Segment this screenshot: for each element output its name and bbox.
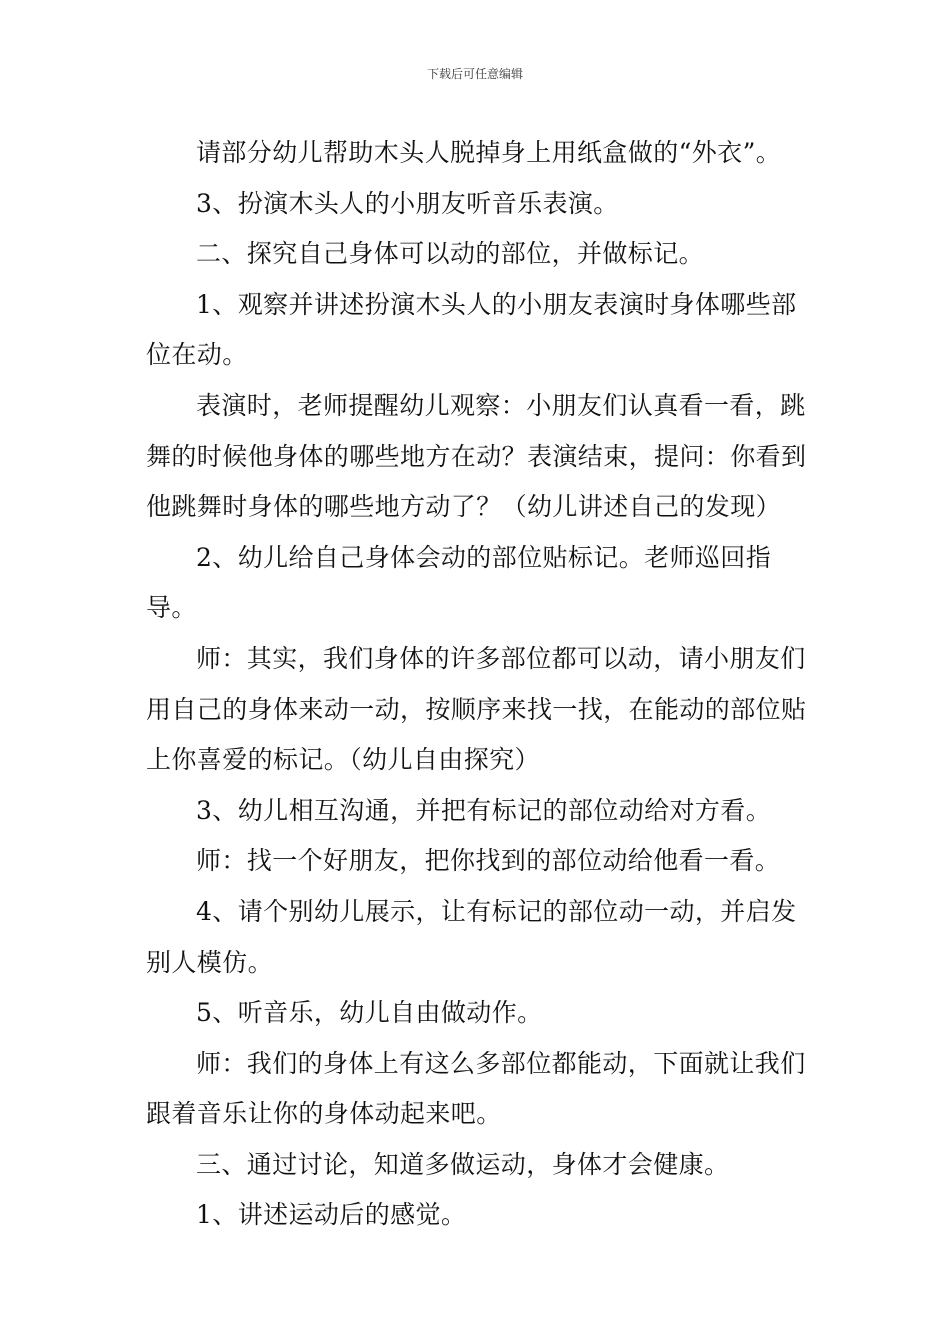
paragraph-2: 3、扮演木头人的小朋友听音乐表演。 [196,188,619,218]
paragraph-7: 师：其实，我们身体的许多部位都可以动，请小朋友们用自己的身体来动一动，按顺序来找一找，在能动的部位贴上你喜爱的标记。（幼儿自由探究） [146,643,807,775]
paragraph-14: 1、讲述运动后的感觉。 [196,1200,467,1230]
document-body [146,128,810,1241]
paragraph-4: 1、观察并讲述扮演木头人的小朋友表演时身体哪些部位在动。 [146,289,797,370]
paragraph-6: 2、幼儿给自己身体会动的部位贴标记。老师巡回指导。 [146,542,772,623]
paragraph-11: 5、听音乐，幼儿自由做动作。 [196,998,543,1028]
page-header-note: 下载后可任意编辑 [426,67,523,81]
paragraph-12: 师：我们的身体上有这么多部位都能动，下面就让我们跟着音乐让你的身体动起来吧。 [146,1048,806,1129]
paragraph-8: 3、幼儿相互沟通，并把有标记的部位动给对方看。 [196,795,772,825]
paragraph-13: 三、通过讨论，知道多做运动，身体才会健康。 [196,1149,730,1179]
paragraph-1: 请部分幼儿帮助木头人脱掉身上用纸盒做的“外衣”。 [196,138,782,167]
paragraph-5: 表演时，老师提醒幼儿观察：小朋友们认真看一看，跳舞的时候他身体的哪些地方在动？表演结束，提问：你看到他跳舞时身体的哪些地方动了？（幼儿讲述自己的发现） [146,390,807,522]
paragraph-10: 4、请个别幼儿展示，让有标记的部位动一动，并启发别人模仿。 [146,896,797,977]
paragraph-9: 师：找一个好朋友，把你找到的部位动给他看一看。 [196,846,781,876]
paragraph-3: 二、探究自己身体可以动的部位，并做标记。 [196,239,705,269]
